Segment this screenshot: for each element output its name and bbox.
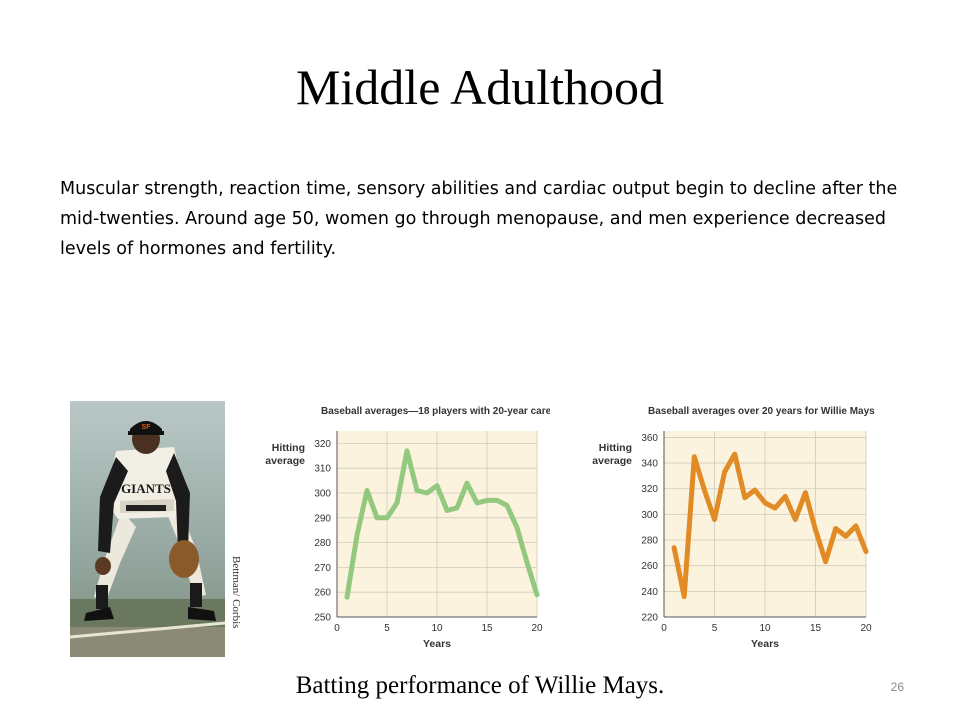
- mays-chart-y-label-line2: average: [592, 455, 632, 467]
- jersey-lettering: GIANTS: [121, 481, 171, 496]
- league-chart-y-tick-label: 260: [314, 587, 331, 599]
- mays-chart-y-label-line1: Hitting: [598, 442, 632, 454]
- photo-credit-text: Bettman/ Corbis: [230, 556, 242, 629]
- mays-chart-y-tick-label: 340: [641, 458, 658, 470]
- league-chart-x-tick-label: 0: [334, 623, 340, 634]
- league-chart-x-tick-label: 10: [431, 623, 443, 634]
- league-chart-y-tick-label: 300: [314, 488, 331, 500]
- mays-chart-x-tick-label: 0: [661, 623, 667, 634]
- mays-chart-y-tick-label: 220: [641, 612, 658, 624]
- league-chart-y-label-line1: Hitting: [271, 442, 305, 454]
- league-chart-y-tick-label: 270: [314, 562, 331, 574]
- league-chart-y-tick-label: 320: [314, 438, 331, 450]
- league-chart-x-tick-label: 15: [481, 623, 493, 634]
- league-chart-x-tick-label: 5: [384, 623, 390, 634]
- league-chart-x-label: Years: [422, 638, 452, 650]
- mays-chart-x-tick-label: 5: [711, 623, 718, 634]
- mays-chart-y-tick-label: 360: [641, 432, 658, 444]
- league-chart-y-tick-label: 310: [314, 463, 331, 475]
- chart-mays-averages: [584, 398, 884, 656]
- chart-league-averages-svg: [258, 398, 550, 656]
- mays-chart-y-tick-label: 280: [641, 535, 658, 547]
- mays-chart-y-tick-label: 300: [641, 509, 658, 521]
- mays-chart-x-label: Years: [750, 638, 780, 650]
- chart-league-averages: [258, 398, 550, 656]
- league-chart-y-label-line2: average: [265, 455, 305, 467]
- mays-chart-x-tick-label: 10: [759, 623, 771, 634]
- league-chart-title: Baseball averages—18 players with 20-year careers: [321, 406, 550, 417]
- mays-chart-x-tick-label: 15: [809, 623, 822, 634]
- player-photo: [70, 401, 225, 657]
- body-paragraph: Muscular strength, reaction time, sensory abilities and cardiac output begin to decline after the mid-twenties. Around age 50, women go through menopause, and men experience decreased levels of hormones and fertility.: [60, 179, 898, 259]
- slide-title: Middle Adulthood: [295, 59, 665, 115]
- slide-number: 26: [890, 680, 904, 694]
- mays-chart-y-tick-label: 240: [641, 586, 658, 598]
- figure-caption: Batting performance of Willie Mays.: [295, 672, 665, 699]
- mays-chart-x-tick-label: 20: [860, 623, 872, 634]
- chart-mays-averages-svg: [584, 398, 884, 656]
- mays-chart-y-tick-label: 320: [641, 484, 658, 496]
- league-chart-y-tick-label: 250: [314, 612, 331, 624]
- league-chart-x-tick-label: 20: [531, 623, 543, 634]
- league-chart-y-tick-label: 290: [314, 513, 331, 525]
- mays-chart-y-tick-label: 260: [641, 561, 658, 573]
- league-chart-y-tick-label: 280: [314, 538, 331, 550]
- svg-text:SF: SF: [141, 424, 151, 431]
- mays-chart-title: Baseball averages over 20 years for Willie Mays: [648, 406, 875, 417]
- photo-credit: [230, 556, 244, 656]
